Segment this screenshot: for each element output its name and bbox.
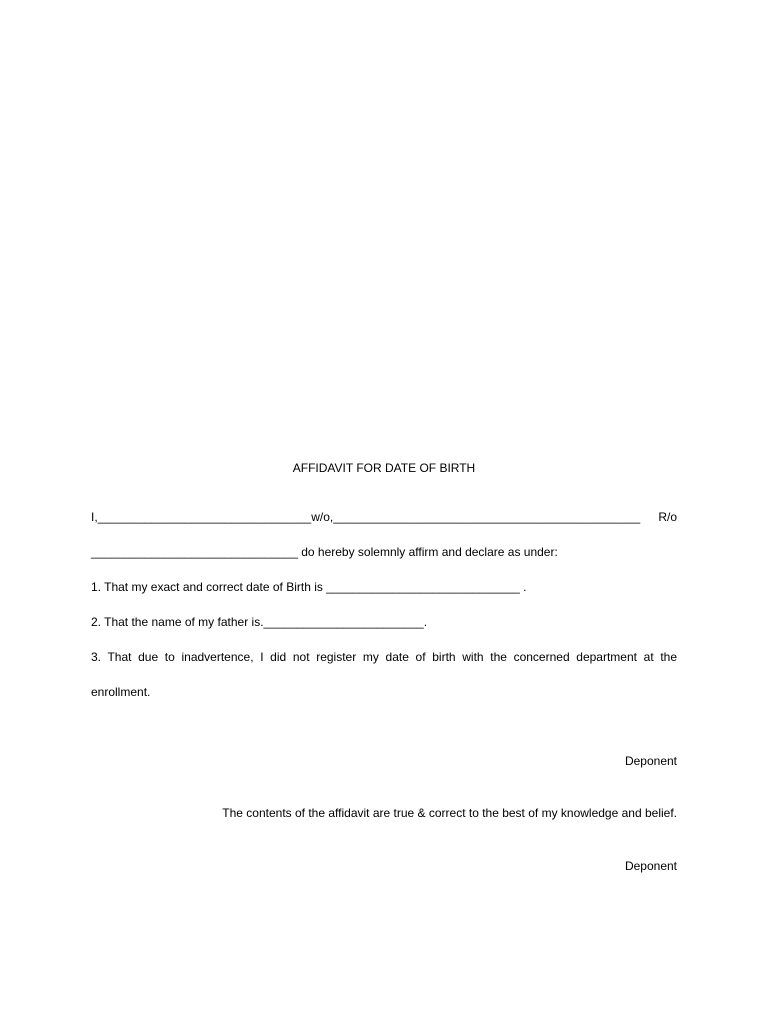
date-of-birth-statement: 1. That my exact and correct date of Birth is _____________________________ .: [91, 580, 527, 594]
residence-label: R/o: [658, 510, 677, 524]
declaration-line: _______________________________ do hereby solemnly affirm and declare as under:: [91, 545, 558, 559]
name-relation-text: I,________________________________w/o,______________________________________________: [91, 510, 641, 524]
verification-statement: The contents of the affidavit are true & correct to the best of my knowledge and belief.: [222, 806, 677, 820]
deponent-signature-label-1: Deponent: [624, 754, 677, 768]
inadvertence-statement-line1: 3. That due to inadvertence, I did not register my date of birth with the concerned department at the: [91, 650, 677, 664]
name-relation-line: [91, 509, 677, 525]
deponent-signature-label-2: Deponent: [624, 859, 677, 873]
inadvertence-statement-line2: enrollment.: [91, 685, 151, 699]
document-title: AFFIDAVIT FOR DATE OF BIRTH: [292, 461, 476, 475]
father-name-statement: 2. That the name of my father is.________________________.: [91, 615, 428, 629]
